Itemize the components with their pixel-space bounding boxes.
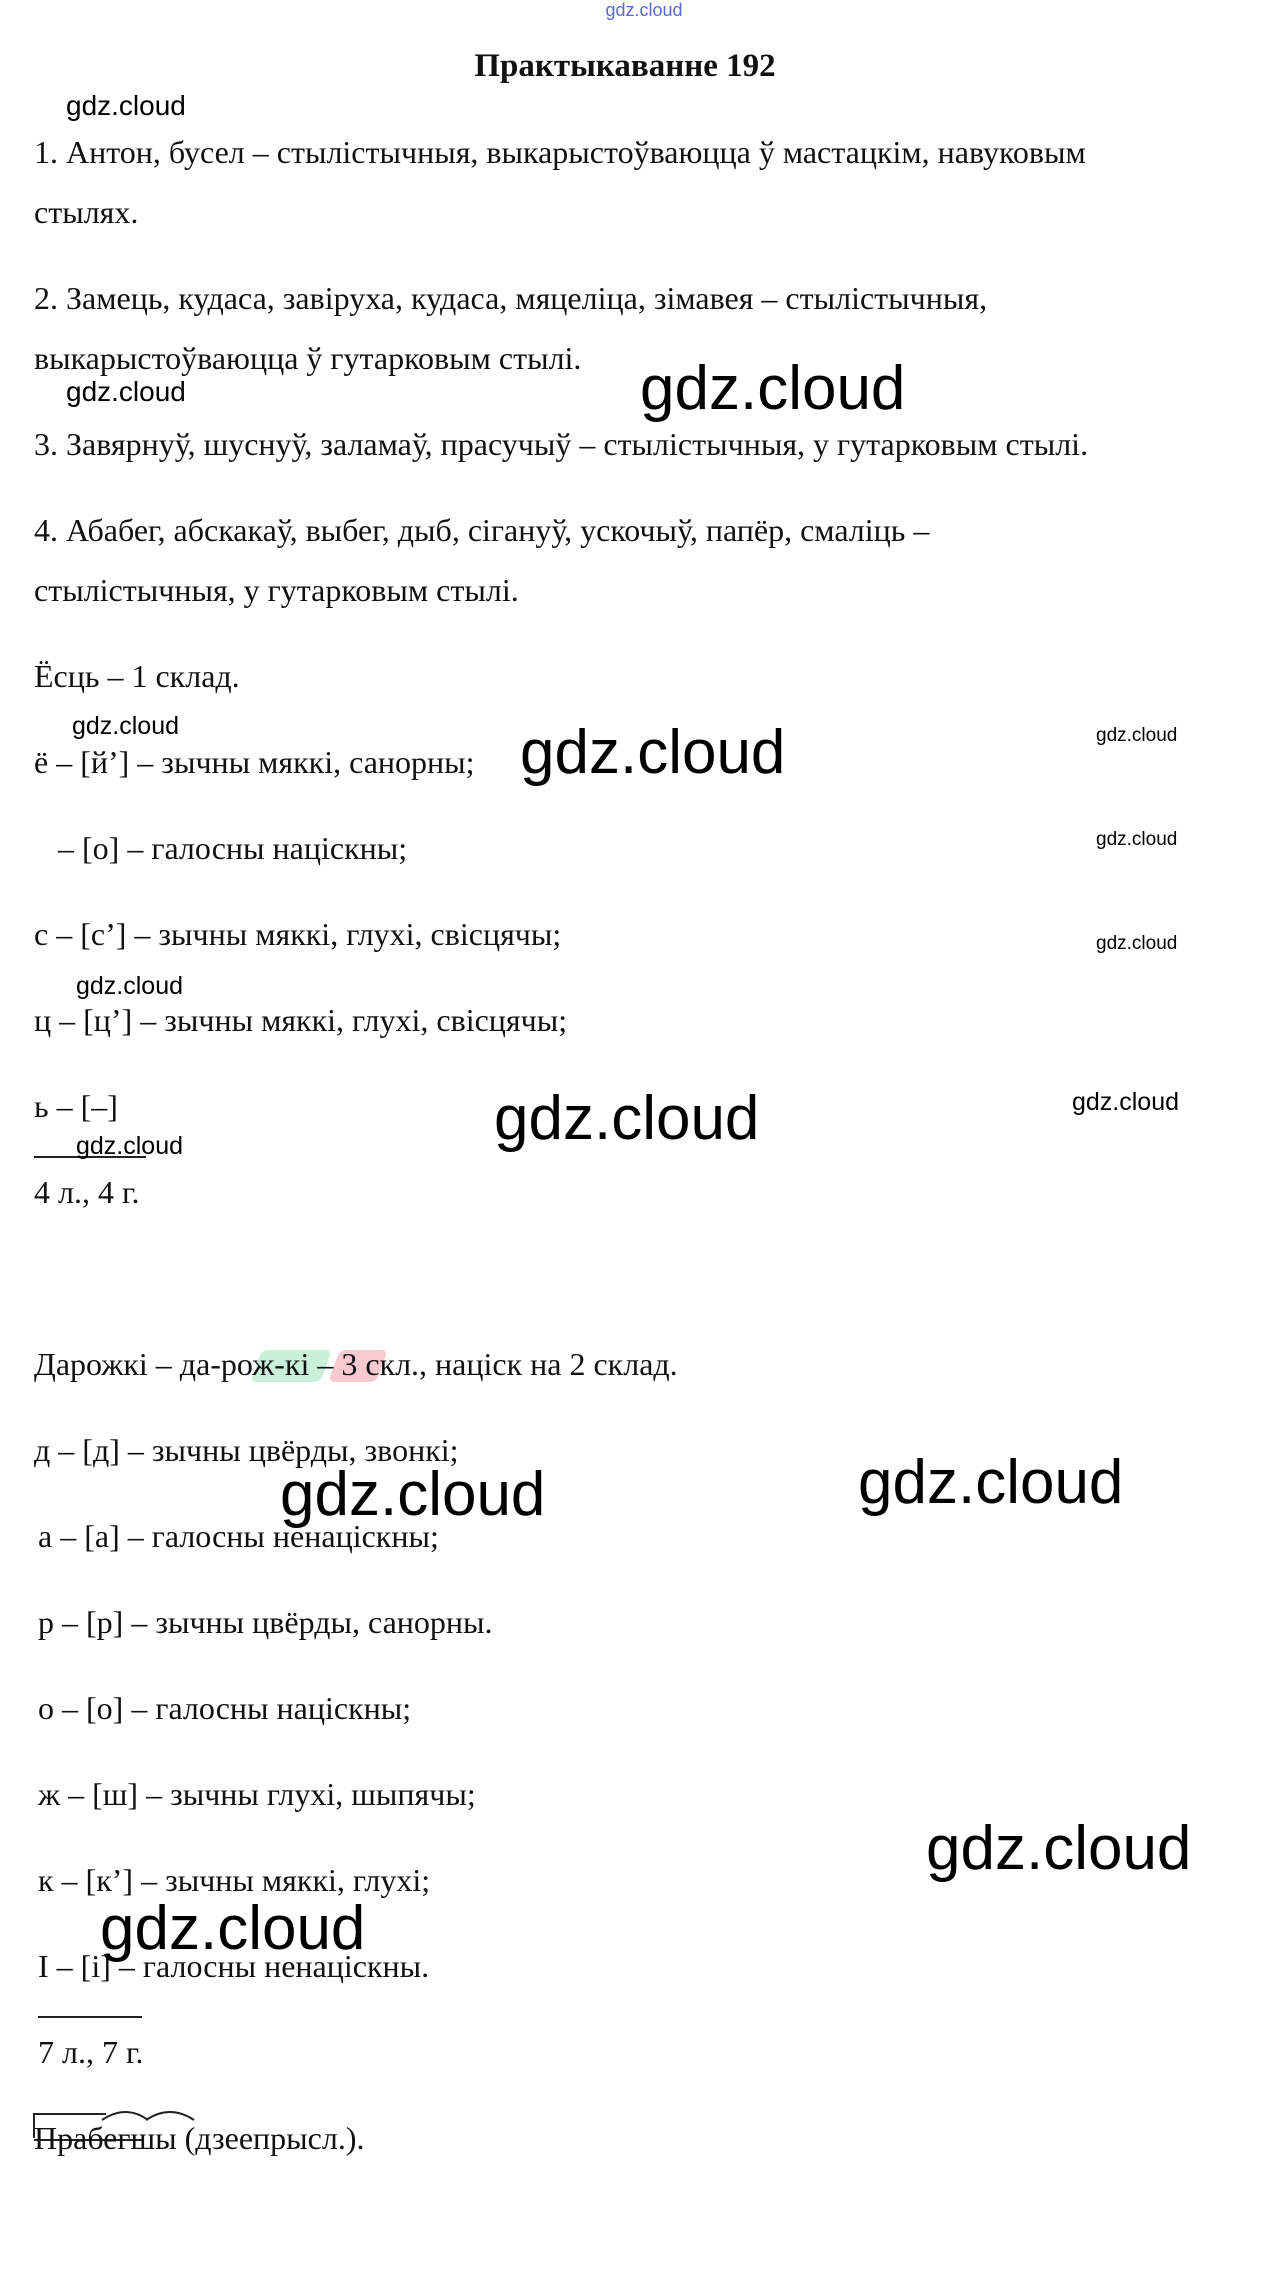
watermark: gdz.cloud	[66, 90, 186, 121]
word-1-sound: ё – [й’] – зычны мяккі, санорны;	[34, 744, 475, 780]
word-1-total: 4 л., 4 г.	[34, 1174, 140, 1210]
paragraph-1-line-1: 1. Антон, бусел – стылістычныя, выкарыстоўваюцца ў мастацкім, навуковым	[34, 134, 1086, 170]
watermark: gdz.cloud	[76, 1132, 184, 1160]
paragraph-1-line-2: стылях.	[34, 194, 139, 230]
word-1-sound: с – [с’] – зычны мяккі, глухі, свісцячы;	[34, 916, 562, 952]
word-2-sound: д – [д] – зычны цвёрды, звонкі;	[34, 1432, 459, 1468]
watermark: gdz.cloud	[494, 1084, 760, 1153]
watermark: gdz.cloud	[926, 1814, 1192, 1883]
paragraph-3-line-1: 3. Завярнуў, шуснуў, заламаў, прасучыў – стылістычныя, у гутарковым стылі.	[34, 426, 1089, 462]
watermark: gdz.cloud	[858, 1448, 1124, 1517]
word-1-heading: Ёсць – 1 склад.	[34, 658, 240, 694]
page-title: Практыкаванне 192	[474, 48, 776, 84]
watermark: gdz.cloud	[640, 354, 906, 423]
watermark: gdz.cloud	[1096, 933, 1178, 954]
watermark: gdz.cloud	[76, 972, 184, 1000]
watermark: gdz.cloud	[100, 1894, 366, 1963]
watermark: gdz.cloud	[520, 718, 786, 787]
watermark: gdz.cloud	[1096, 829, 1178, 850]
word-2-heading: Дарожкі – да-рож-кі – 3 скл., націск на 2 склад.	[34, 1346, 678, 1382]
word-3-line: Прабегшы (дзеепрысл.).	[34, 2120, 365, 2156]
word-1-sound: ц – [ц’] – зычны мяккі, глухі, свісцячы;	[34, 1002, 568, 1038]
word-1-sound: ь – [–]	[34, 1088, 118, 1124]
paragraph-4-line-2: стылістычныя, у гутарковым стылі.	[34, 572, 519, 608]
word-2-sound: р – [р] – зычны цвёрды, санорны.	[38, 1604, 493, 1640]
paragraph-4-line-1: 4. Абабег, абскакаў, выбег, дыб, сігануў, ускочыў, папёр, смаліць –	[34, 512, 930, 548]
word-1-sound: – [о] – галосны націскны;	[58, 830, 408, 866]
word-2-sound: а – [а] – галосны ненаціскны;	[38, 1518, 439, 1554]
watermark: gdz.cloud	[280, 1460, 546, 1529]
paragraph-2-line-1: 2. Замець, кудаса, завіруха, кудаса, мяцеліца, зімавея – стылістычныя,	[34, 280, 988, 316]
word-2-total: 7 л., 7 г.	[38, 2034, 144, 2070]
total-underline	[38, 2016, 142, 2018]
word-2-sound: о – [о] – галосны націскны;	[38, 1690, 412, 1726]
watermark: gdz.cloud	[66, 376, 186, 407]
word-2-sound: І – [і] – галосны ненаціскны.	[38, 1948, 430, 1984]
word-2-sound: ж – [ш] – зычны глухі, шыпячы;	[38, 1776, 476, 1812]
watermark: gdz.cloud	[1072, 1088, 1180, 1116]
watermark: gdz.cloud	[1096, 725, 1178, 746]
top-watermark: gdz.cloud	[605, 0, 683, 20]
word-2-sound: к – [к’] – зычны мяккі, глухі;	[38, 1862, 431, 1898]
paragraph-2-line-2: выкарыстоўваюцца ў гутарковым стылі.	[34, 340, 582, 376]
watermark: gdz.cloud	[72, 712, 180, 740]
